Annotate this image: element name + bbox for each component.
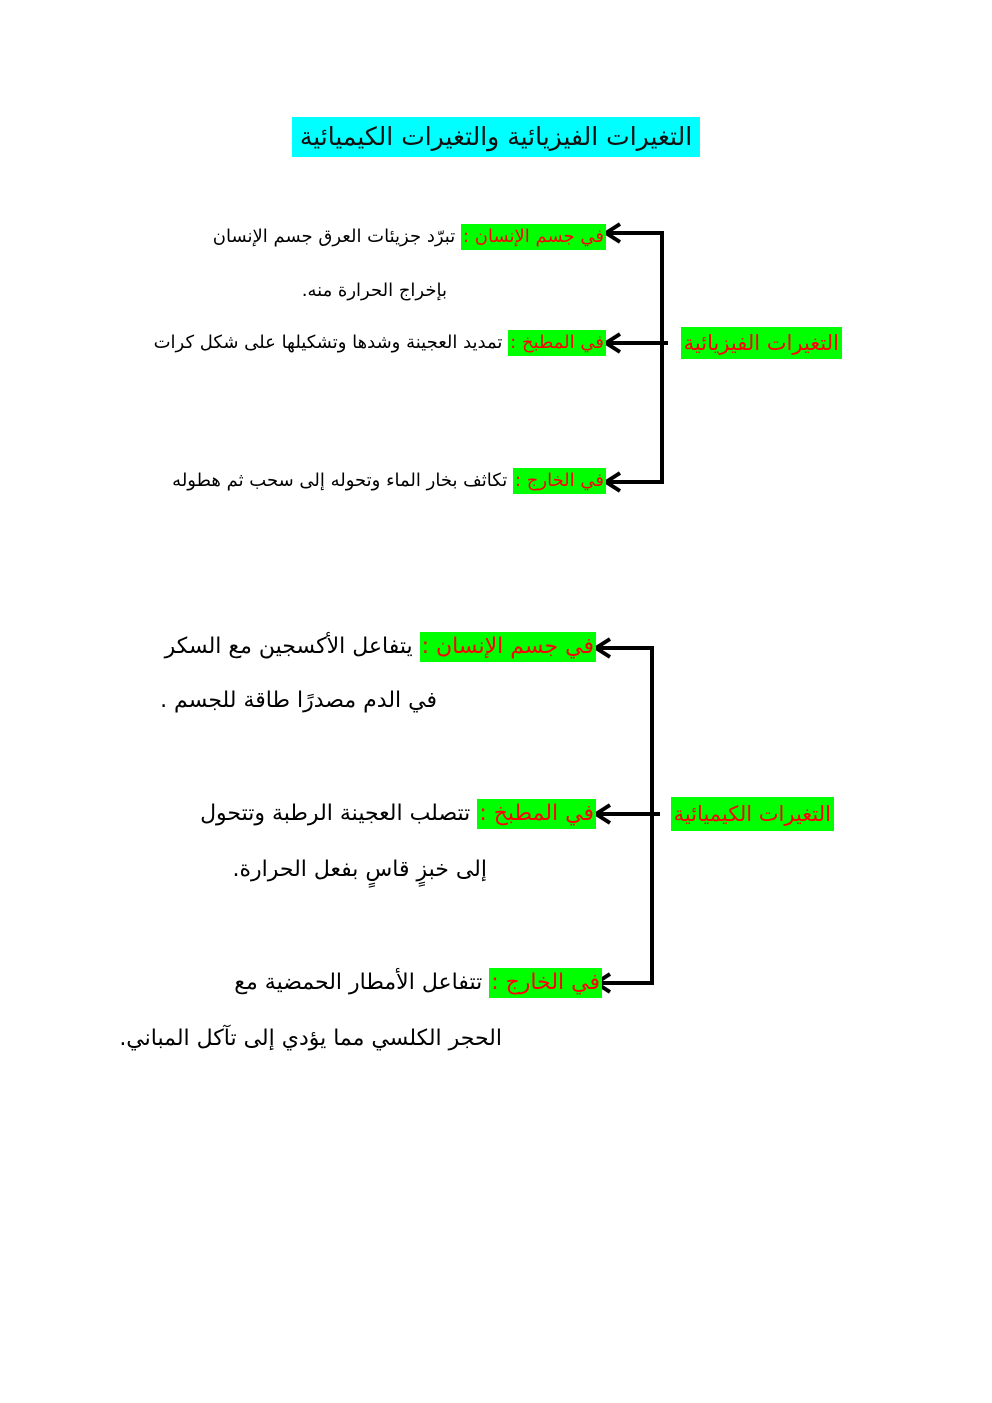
physical-item-2 — [154, 330, 606, 356]
chemical-item-1 — [165, 632, 596, 662]
physical-item-1-tag: في جسم الإنسان : — [461, 224, 606, 250]
physical-item-1-line1: تبرّد جزيئات العرق جسم الإنسان — [212, 226, 456, 247]
chemical-item-3 — [234, 968, 602, 998]
physical-item-2-tag: في المطبخ : — [508, 330, 606, 356]
physical-category-label: التغيرات الفيزيائية — [681, 327, 842, 359]
chemical-category-label: التغيرات الكيميائية — [671, 797, 834, 831]
physical-item-2-line1: تمديد العجينة وشدها وتشكيلها على شكل كرات — [153, 332, 503, 353]
page-title: التغيرات الفيزيائية والتغيرات الكيميائية — [292, 117, 700, 157]
chemical-item-3-line2: الحجر الكلسي مما يؤدي إلى تآكل المباني. — [119, 1026, 502, 1051]
chemical-item-3-line1: تتفاعل الأمطار الحمضية مع — [234, 970, 483, 995]
chemical-item-2-line2: إلى خبزٍ قاسٍ بفعل الحرارة. — [232, 857, 487, 882]
physical-bracket-line — [615, 233, 662, 482]
chemical-item-1-tag: في جسم الإنسان : — [420, 632, 596, 662]
physical-item-1-line2: بإخراج الحرارة منه. — [301, 280, 447, 301]
chemical-item-1-line2: في الدم مصدرًا طاقة للجسم . — [160, 688, 437, 713]
chemical-item-2-tag: في المطبخ : — [477, 799, 596, 829]
physical-item-3 — [172, 468, 606, 494]
chemical-item-2 — [200, 799, 596, 829]
chemical-item-2-line1: تتصلب العجينة الرطبة وتتحول — [200, 801, 471, 826]
chemical-item-3-tag: في الخارج : — [489, 968, 602, 998]
physical-item-3-line1: تكاثف بخار الماء وتحوله إلى سحب ثم هطوله — [172, 470, 508, 491]
physical-item-1 — [213, 224, 606, 250]
physical-item-3-tag: في الخارج : — [513, 468, 606, 494]
chemical-item-1-line1: يتفاعل الأكسجين مع السكر — [164, 634, 413, 659]
